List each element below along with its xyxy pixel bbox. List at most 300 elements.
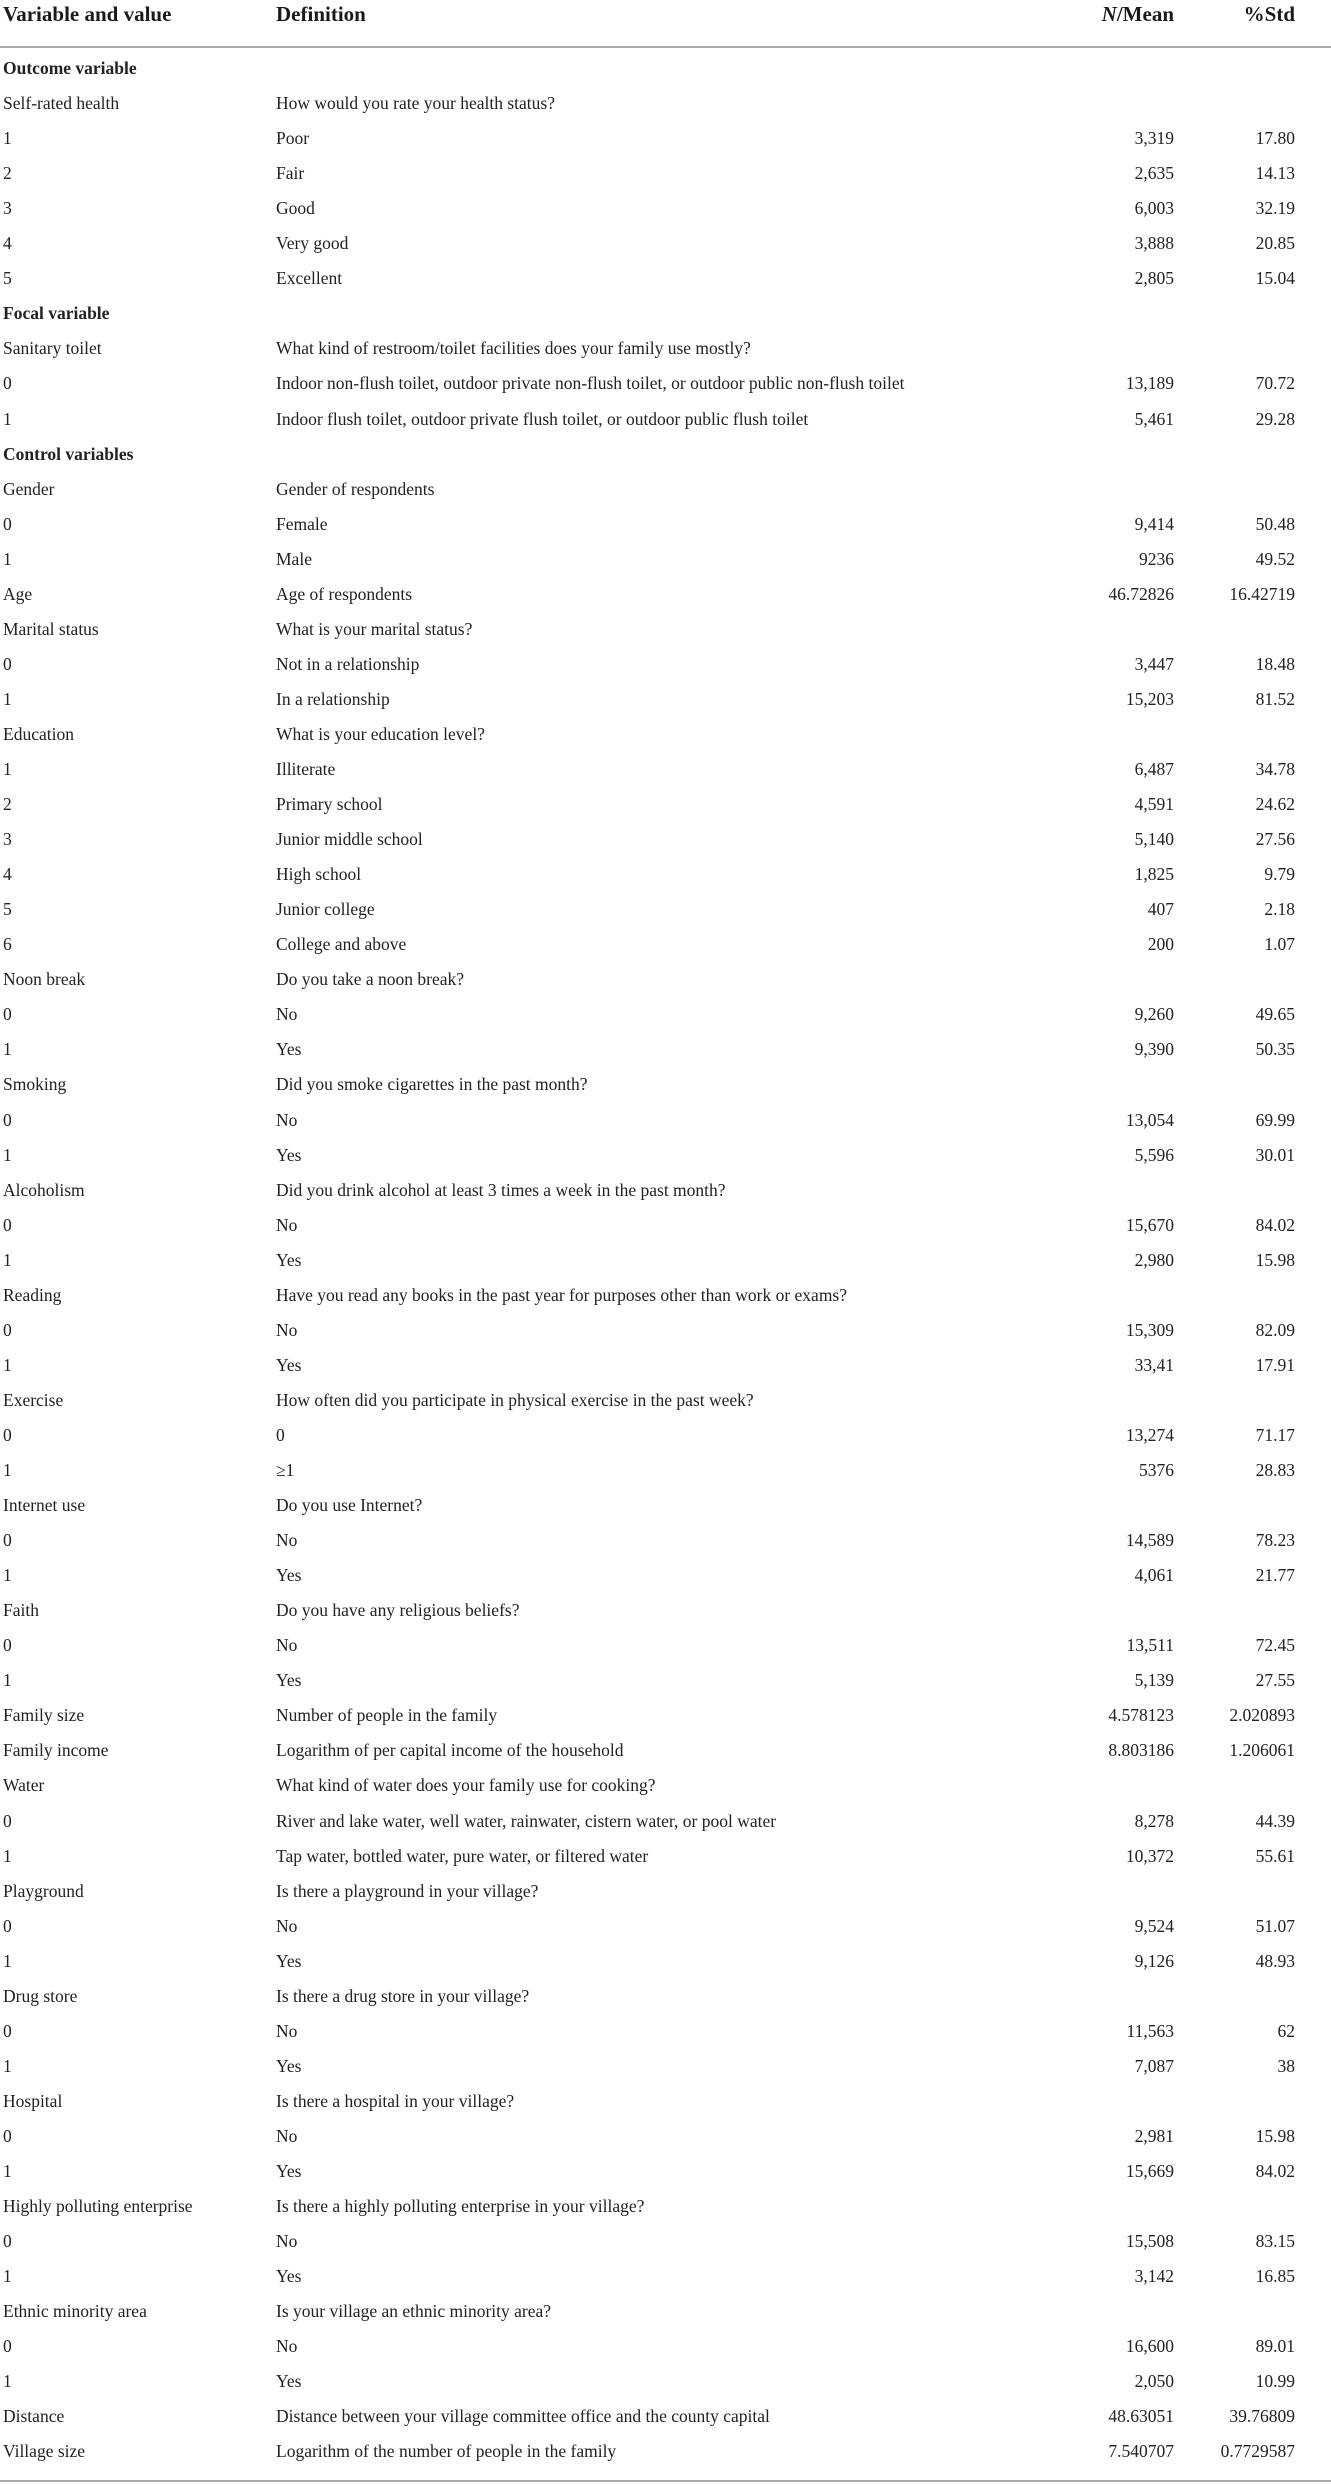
header-n-mean	[1102, 0, 1174, 28]
variable-row	[0, 472, 1331, 507]
definition-cell: What is your education level?	[276, 723, 485, 744]
std-cell: 16.85	[1255, 2266, 1295, 2287]
definition-cell: Yes	[276, 1950, 302, 1971]
n-mean-cell: 15,670	[1125, 1214, 1174, 1235]
n-mean-cell: 2,980	[1134, 1249, 1174, 1270]
variable-cell: 3	[3, 829, 12, 850]
variable-row	[0, 1593, 1331, 1628]
n-mean-cell: 33,41	[1134, 1354, 1174, 1375]
n-mean-cell: 5,139	[1134, 1670, 1174, 1691]
variable-cell: Age	[3, 583, 33, 604]
variable-cell: 0	[3, 1004, 12, 1025]
std-cell: 72.45	[1255, 1635, 1295, 1656]
n-mean-cell: 16,600	[1125, 2336, 1174, 2357]
variable-cell: 1	[3, 1249, 12, 1270]
n-mean-cell: 15,508	[1125, 2231, 1174, 2252]
definition-cell: Poor	[276, 128, 310, 149]
std-cell: 1.206061	[1229, 1740, 1295, 1761]
header-definition: Definition	[276, 2, 366, 26]
value-row	[0, 1453, 1331, 1488]
std-cell: 17.91	[1255, 1354, 1295, 1375]
n-mean-cell: 15,309	[1125, 1319, 1174, 1340]
std-cell: 83.15	[1255, 2231, 1295, 2252]
variable-cell: 0	[3, 1424, 12, 1445]
definition-cell: Is there a highly polluting enterprise in your village?	[276, 2196, 645, 2216]
definition-cell: No	[276, 1530, 298, 1551]
definition-cell: Yes	[276, 1354, 302, 1375]
variable-row	[0, 331, 1331, 366]
n-mean-cell: 8,278	[1134, 1810, 1174, 1831]
std-cell: 82.09	[1255, 1319, 1295, 1340]
n-mean-cell: 3,319	[1134, 128, 1174, 149]
n-mean-cell: 9,414	[1134, 513, 1174, 534]
variable-cell: Distance	[3, 2406, 65, 2427]
definition-cell: Indoor flush toilet, outdoor private flush toilet, or outdoor public flush toilet	[276, 408, 809, 429]
std-cell: 15.04	[1255, 268, 1295, 289]
std-cell: 38	[1277, 2055, 1295, 2076]
std-cell: 81.52	[1255, 688, 1295, 709]
std-cell: 32.19	[1255, 198, 1295, 219]
definition-cell: Very good	[276, 233, 349, 254]
variable-cell: Gender	[3, 478, 55, 499]
value-row	[0, 1909, 1331, 1944]
variable-cell: 1	[3, 1039, 12, 1060]
definition-cell: 0	[276, 1424, 285, 1445]
variable-row	[0, 2434, 1331, 2469]
variable-row	[0, 1067, 1331, 1102]
std-cell: 1.07	[1264, 934, 1295, 955]
variable-cell: Sanitary toilet	[3, 338, 102, 359]
definition-cell: College and above	[276, 934, 407, 955]
n-mean-cell: 9236	[1139, 548, 1174, 569]
value-row	[0, 857, 1331, 892]
n-mean-cell: 9,390	[1134, 1039, 1174, 1060]
n-mean-cell: 4.578123	[1108, 1705, 1174, 1726]
n-mean-cell: 9,260	[1134, 1004, 1174, 1025]
definition-cell: ≥1	[276, 1460, 295, 1480]
definition-cell: Indoor non-flush toilet, outdoor private non-flush toilet, or outdoor public non-flush toilet	[276, 373, 905, 394]
value-row	[0, 927, 1331, 962]
variable-cell: 2	[3, 163, 12, 184]
definition-cell: River and lake water, well water, rainwater, cistern water, or pool water	[276, 1810, 777, 1831]
std-cell: 71.17	[1255, 1424, 1295, 1445]
definition-cell: Did you drink alcohol at least 3 times a week in the past month?	[276, 1179, 726, 1200]
value-row	[0, 1558, 1331, 1593]
n-mean-cell: 9,524	[1134, 1915, 1174, 1936]
definition-cell: Yes	[276, 1039, 302, 1060]
std-cell: 17.80	[1255, 128, 1295, 149]
std-cell: 15.98	[1255, 2125, 1295, 2146]
section-row	[0, 437, 1331, 472]
variable-cell: 5	[3, 899, 12, 920]
header-rule	[0, 46, 1331, 48]
definition-cell: Yes	[276, 1670, 302, 1691]
n-mean-cell: 8.803186	[1108, 1740, 1174, 1761]
definition-cell: Yes	[276, 2161, 302, 2181]
definition-cell: Illiterate	[276, 759, 336, 779]
variable-cell: 0	[3, 1635, 12, 1656]
variable-row	[0, 962, 1331, 997]
value-row	[0, 2364, 1331, 2399]
n-mean-cell: 3,447	[1134, 653, 1174, 674]
n-mean-cell: 407	[1147, 899, 1174, 920]
definition-cell: Logarithm of the number of people in the family	[276, 2441, 617, 2462]
variable-cell: Focal variable	[3, 303, 110, 324]
n-mean-cell: 15,669	[1125, 2161, 1174, 2181]
variable-cell: Family income	[3, 1740, 109, 1761]
value-row	[0, 2049, 1331, 2084]
variable-row	[0, 86, 1331, 121]
std-cell: 10.99	[1255, 2371, 1295, 2392]
value-row	[0, 507, 1331, 542]
definition-cell: Did you smoke cigarettes in the past month?	[276, 1074, 588, 1095]
value-row	[0, 1348, 1331, 1383]
definition-cell: Yes	[276, 1249, 302, 1270]
variable-row	[0, 1698, 1331, 1733]
definition-cell: No	[276, 1319, 298, 1340]
variable-row	[0, 1488, 1331, 1523]
value-row	[0, 402, 1331, 437]
value-row	[0, 1804, 1331, 1839]
variable-cell: Control variables	[3, 443, 134, 464]
definition-cell: Yes	[276, 1565, 302, 1586]
std-cell: 69.99	[1255, 1109, 1295, 1130]
std-cell: 84.02	[1255, 2161, 1295, 2181]
variable-row	[0, 2399, 1331, 2434]
variable-cell: 3	[3, 198, 12, 219]
definition-cell: Is there a hospital in your village?	[276, 2090, 515, 2111]
variable-cell: Education	[3, 723, 74, 744]
definition-cell: No	[276, 1109, 298, 1130]
variable-row	[0, 1278, 1331, 1313]
definition-cell: In a relationship	[276, 688, 390, 709]
variable-cell: 5	[3, 268, 12, 289]
variable-cell: 4	[3, 233, 12, 254]
n-mean-cell: 5,140	[1134, 829, 1174, 850]
value-row	[0, 787, 1331, 822]
std-cell: 28.83	[1255, 1460, 1295, 1480]
definition-cell: Yes	[276, 2371, 302, 2392]
value-row	[0, 892, 1331, 927]
value-row	[0, 2119, 1331, 2154]
n-mean-cell: 1,825	[1134, 864, 1174, 885]
value-row	[0, 2154, 1331, 2189]
variable-cell: 1	[3, 548, 12, 569]
value-row	[0, 1839, 1331, 1874]
variable-cell: 1	[3, 1144, 12, 1165]
definition-cell: No	[276, 2125, 298, 2146]
variable-cell: 0	[3, 653, 12, 674]
variable-cell: 0	[3, 2231, 12, 2252]
n-mean-cell: 46.72826	[1108, 583, 1174, 604]
std-cell: 50.35	[1255, 1039, 1295, 1060]
definition-cell: Not in a relationship	[276, 653, 420, 674]
variable-cell: 0	[3, 2020, 12, 2041]
section-row	[0, 51, 1331, 86]
definition-cell: Do you have any religious beliefs?	[276, 1600, 520, 1621]
definition-cell: Junior middle school	[276, 829, 423, 850]
header-n-rest: /Mean	[1116, 2, 1174, 26]
variable-cell: 0	[3, 1214, 12, 1235]
variable-cell: 1	[3, 1670, 12, 1691]
definition-cell: Do you take a noon break?	[276, 969, 465, 990]
definition-cell: Is there a playground in your village?	[276, 1880, 539, 1901]
header-std: %Std	[1243, 2, 1295, 26]
std-cell: 39.76809	[1229, 2406, 1295, 2427]
variable-cell: 1	[3, 1565, 12, 1586]
header-variable: Variable and value	[3, 2, 172, 26]
n-mean-cell: 200	[1147, 934, 1174, 955]
value-row	[0, 261, 1331, 296]
n-mean-cell: 5376	[1139, 1460, 1174, 1480]
value-row	[0, 1032, 1331, 1067]
n-mean-cell: 5,596	[1134, 1144, 1174, 1165]
std-cell: 78.23	[1255, 1530, 1295, 1551]
std-cell: 2.18	[1264, 899, 1295, 920]
variable-cell: 1	[3, 759, 12, 779]
n-mean-cell: 6,487	[1134, 759, 1174, 779]
variable-cell: 1	[3, 1845, 12, 1866]
variable-cell: Marital status	[3, 618, 99, 639]
value-row	[0, 1663, 1331, 1698]
variable-row	[0, 577, 1331, 612]
variable-cell: 1	[3, 1354, 12, 1375]
variable-row	[0, 2189, 1331, 2224]
definition-cell: How would you rate your health status?	[276, 93, 555, 113]
n-mean-cell: 7.540707	[1108, 2441, 1174, 2462]
n-mean-cell: 5,461	[1134, 408, 1174, 429]
std-cell: 34.78	[1255, 759, 1295, 779]
std-cell: 62	[1277, 2020, 1295, 2041]
n-mean-cell: 4,061	[1134, 1565, 1174, 1586]
definition-cell: No	[276, 2020, 298, 2041]
n-mean-cell: 15,203	[1125, 688, 1174, 709]
definition-cell: Do you use Internet?	[276, 1495, 423, 1515]
variable-cell: 2	[3, 794, 12, 814]
variable-cell: 0	[3, 1109, 12, 1130]
definition-cell: Have you read any books in the past year for purposes other than work or exams?	[276, 1284, 848, 1305]
n-mean-cell: 2,050	[1134, 2371, 1174, 2392]
variable-cell: Family size	[3, 1705, 85, 1726]
variable-cell: Faith	[3, 1600, 39, 1621]
std-cell: 27.55	[1255, 1670, 1295, 1691]
n-mean-cell: 2,635	[1134, 163, 1174, 184]
value-row	[0, 2014, 1331, 2049]
bottom-rule	[0, 2480, 1331, 2482]
variable-cell: Alcoholism	[3, 1179, 85, 1200]
std-cell: 49.52	[1255, 548, 1295, 569]
definition-cell: Yes	[276, 1144, 302, 1165]
value-row	[0, 226, 1331, 261]
std-cell: 51.07	[1255, 1915, 1295, 1936]
value-row	[0, 1313, 1331, 1348]
definition-cell: Is there a drug store in your village?	[276, 1985, 530, 2006]
definition-cell: Age of respondents	[276, 583, 413, 604]
value-row	[0, 1418, 1331, 1453]
n-mean-cell: 10,372	[1125, 1845, 1174, 1866]
std-cell: 0.7729587	[1220, 2441, 1295, 2462]
variable-cell: 1	[3, 2371, 12, 2392]
variable-cell: Outcome variable	[3, 58, 137, 78]
variable-cell: Self-rated health	[3, 93, 120, 113]
n-mean-cell: 13,511	[1126, 1635, 1174, 1656]
definition-cell: No	[276, 2231, 298, 2252]
definition-cell: No	[276, 1214, 298, 1235]
variable-cell: 0	[3, 1810, 12, 1831]
std-cell: 89.01	[1255, 2336, 1295, 2357]
value-row	[0, 191, 1331, 226]
definition-cell: Distance between your village committee office and the county capital	[276, 2406, 770, 2427]
std-cell: 44.39	[1255, 1810, 1295, 1831]
variable-cell: Drug store	[3, 1985, 78, 2006]
n-mean-cell: 13,054	[1125, 1109, 1174, 1130]
std-cell: 48.93	[1255, 1950, 1295, 1971]
n-mean-cell: 4,591	[1134, 794, 1174, 814]
definition-cell: Primary school	[276, 794, 383, 814]
definition-cell: No	[276, 1004, 298, 1025]
std-cell: 18.48	[1255, 653, 1295, 674]
variable-cell: 1	[3, 2161, 12, 2181]
n-mean-cell: 14,589	[1125, 1530, 1174, 1551]
definition-cell: Excellent	[276, 268, 343, 289]
value-row	[0, 1944, 1331, 1979]
value-row	[0, 366, 1331, 401]
n-mean-cell: 7,087	[1134, 2055, 1174, 2076]
definition-cell: Yes	[276, 2055, 302, 2076]
definition-cell: Number of people in the family	[276, 1705, 498, 1726]
section-row	[0, 296, 1331, 331]
std-cell: 29.28	[1255, 408, 1295, 429]
n-mean-cell: 13,189	[1125, 373, 1174, 394]
variable-cell: 1	[3, 128, 12, 149]
definition-cell: No	[276, 1915, 298, 1936]
definition-cell: Male	[276, 548, 312, 569]
std-cell: 27.56	[1255, 829, 1295, 850]
variable-cell: 0	[3, 513, 12, 534]
value-row	[0, 2224, 1331, 2259]
variable-cell: 0	[3, 373, 12, 394]
n-mean-cell: 2,981	[1134, 2125, 1174, 2146]
value-row	[0, 997, 1331, 1032]
definition-cell: What kind of restroom/toilet facilities does your family use mostly?	[276, 338, 751, 359]
definition-cell: How often did you participate in physical exercise in the past week?	[276, 1389, 754, 1410]
definition-cell: Yes	[276, 2266, 302, 2287]
value-row	[0, 822, 1331, 857]
std-cell: 20.85	[1255, 233, 1295, 254]
n-mean-cell: 2,805	[1134, 268, 1174, 289]
variable-row	[0, 717, 1331, 752]
variable-row	[0, 1874, 1331, 1909]
std-cell: 49.65	[1255, 1004, 1295, 1025]
definition-cell: High school	[276, 864, 362, 885]
n-mean-cell: 6,003	[1134, 198, 1174, 219]
variable-cell: 0	[3, 1319, 12, 1340]
value-row	[0, 1103, 1331, 1138]
variable-row	[0, 2084, 1331, 2119]
variable-row	[0, 1979, 1331, 2014]
variable-cell: Exercise	[3, 1389, 64, 1410]
std-cell: 24.62	[1255, 794, 1295, 814]
std-cell: 50.48	[1255, 513, 1295, 534]
n-mean-cell: 13,274	[1125, 1424, 1174, 1445]
definition-cell: Gender of respondents	[276, 478, 435, 499]
definition-cell: Good	[276, 198, 315, 219]
definition-cell: Tap water, bottled water, pure water, or filtered water	[276, 1845, 649, 1866]
definition-cell: Is your village an ethnic minority area?	[276, 2301, 552, 2322]
variable-cell: Internet use	[3, 1495, 86, 1515]
n-mean-cell: 48.63051	[1108, 2406, 1174, 2427]
definition-cell: Junior college	[276, 899, 375, 920]
std-cell: 15.98	[1255, 1249, 1295, 1270]
value-row	[0, 156, 1331, 191]
variable-cell: 1	[3, 2055, 12, 2076]
variable-row	[0, 2294, 1331, 2329]
variable-row	[0, 1768, 1331, 1803]
definition-cell: What is your marital status?	[276, 618, 473, 639]
n-mean-cell: 9,126	[1134, 1950, 1174, 1971]
definition-cell: What kind of water does your family use for cooking?	[276, 1775, 656, 1796]
variable-cell: 1	[3, 1460, 12, 1480]
std-cell: 2.020893	[1229, 1705, 1295, 1726]
definition-cell: No	[276, 2336, 298, 2357]
value-row	[0, 752, 1331, 787]
std-cell: 16.42719	[1229, 583, 1295, 604]
std-cell: 84.02	[1255, 1214, 1295, 1235]
std-cell: 21.77	[1255, 1565, 1295, 1586]
variable-cell: 0	[3, 1915, 12, 1936]
variable-cell: Playground	[3, 1880, 84, 1901]
value-row	[0, 1138, 1331, 1173]
value-row	[0, 1243, 1331, 1278]
variable-cell: Reading	[3, 1284, 62, 1305]
variable-row	[0, 1383, 1331, 1418]
definition-cell: Logarithm of per capital income of the household	[276, 1740, 624, 1761]
value-row	[0, 1628, 1331, 1663]
variable-row	[0, 612, 1331, 647]
variable-cell: Hospital	[3, 2090, 63, 2111]
std-cell: 9.79	[1264, 864, 1295, 885]
std-cell: 14.13	[1255, 163, 1295, 184]
variable-cell: 6	[3, 934, 12, 955]
variable-cell: 1	[3, 688, 12, 709]
definition-cell: No	[276, 1635, 298, 1656]
variable-cell: 1	[3, 1950, 12, 1971]
variable-cell: Water	[3, 1775, 45, 1796]
definition-cell: Fair	[276, 163, 305, 184]
std-cell: 30.01	[1255, 1144, 1295, 1165]
value-row	[0, 542, 1331, 577]
value-row	[0, 647, 1331, 682]
n-mean-cell: 3,888	[1134, 233, 1174, 254]
variable-cell: Smoking	[3, 1074, 67, 1095]
value-row	[0, 1523, 1331, 1558]
value-row	[0, 682, 1331, 717]
variable-cell: 1	[3, 2266, 12, 2287]
variable-cell: Noon break	[3, 969, 86, 990]
value-row	[0, 121, 1331, 156]
std-cell: 55.61	[1255, 1845, 1295, 1866]
variable-cell: 0	[3, 1530, 12, 1551]
value-row	[0, 1208, 1331, 1243]
std-cell: 70.72	[1255, 373, 1295, 394]
header-n-italic: N	[1101, 2, 1117, 26]
variable-cell: 4	[3, 864, 12, 885]
n-mean-cell: 11,563	[1126, 2020, 1174, 2041]
variable-cell: Highly polluting enterprise	[3, 2196, 193, 2216]
variable-row	[0, 1173, 1331, 1208]
variable-cell: Ethnic minority area	[3, 2301, 147, 2322]
value-row	[0, 2329, 1331, 2364]
